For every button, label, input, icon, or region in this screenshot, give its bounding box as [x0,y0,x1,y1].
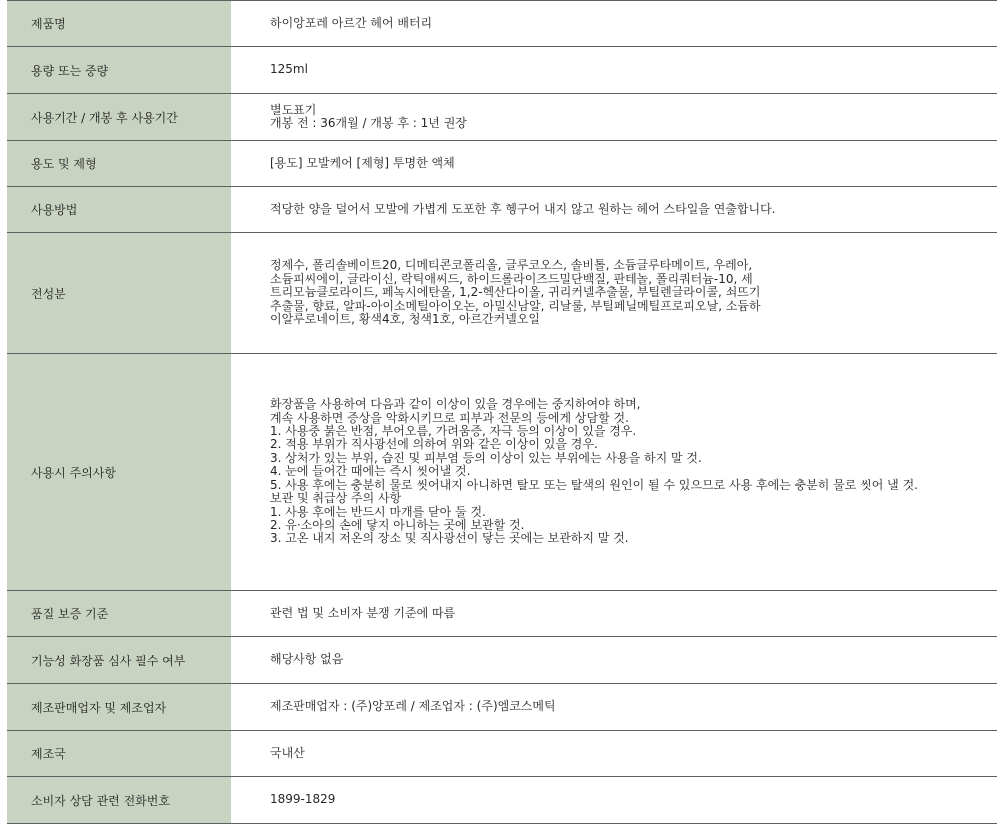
value-line: 하이앙포레 아르간 헤어 배터리 [270,15,433,30]
value-line: 1899-1829 [270,792,336,807]
label-usage-period: 사용기간 / 개봉 후 사용기간 [7,94,231,141]
value-line: 125ml [270,62,308,77]
value-functional-review [231,637,997,684]
label-purpose-form: 용도 및 제형 [7,141,231,187]
value-country [231,731,997,777]
row-volume [7,47,997,94]
product-info-table [7,0,997,824]
value-line: 소듐피씨에이, 글라이신, 락틱애씨드, 하이드롤라이즈드밀단백질, 판테놀, 폴리쿼터늄-10, 세 [270,271,753,286]
row-product-name [7,1,997,47]
value-manufacturer [231,684,997,731]
value-line: 2. 적용 부위가 직사광선에 의하여 위와 같은 이상이 있을 경우. [270,437,598,452]
value-phone [231,777,997,824]
value-how-to-use [231,187,997,233]
value-line: 해당사항 없음 [270,652,344,667]
label-volume: 용량 또는 중량 [7,47,231,94]
value-line: 제조판매업자 : (주)앙포레 / 제조업자 : (주)엠코스메틱 [270,699,556,714]
value-line: 별도표기 [270,102,317,117]
row-ingredients [7,233,997,354]
label-how-to-use: 사용방법 [7,187,231,233]
row-precautions [7,354,997,591]
value-volume [231,47,997,94]
value-line: 보관 및 취급상 주의 사항 [270,491,402,506]
value-line: 적당한 양을 덜어서 모발에 가볍게 도포한 후 헹구어 내지 않고 원하는 헤어 스타일을 연출합니다. [270,201,776,216]
label-quality-standard: 품질 보증 기준 [7,591,231,637]
label-phone: 소비자 상담 관련 전화번호 [7,777,231,824]
value-line: 계속 사용하면 증상을 악화시키므로 피부과 전문의 등에게 상담할 것. [270,410,629,425]
value-usage-period [231,94,997,141]
value-line: 추출물, 향료, 알파-아이소메틸아이오논, 아밀신남알, 리날룰, 부틸페닐메틸프로피오날, 소듐하 [270,298,761,313]
label-manufacturer: 제조판매업자 및 제조업자 [7,684,231,731]
value-purpose-form [231,141,997,187]
label-precautions: 사용시 주의사항 [7,354,231,591]
value-line: 이알루로네이트, 황색4호, 청색1호, 아르간커넬오일 [270,312,540,327]
value-line: 트리모늄클로라이드, 페녹시에탄올, 1,2-헥산다이올, 귀리커넬추출물, 부틸렌글라이콜, 쇠뜨기 [270,285,761,300]
value-line: 3. 상처가 있는 부위, 습진 및 피부염 등의 이상이 있는 부위에는 사용을 하지 말 것. [270,450,702,465]
value-product-name [231,1,997,47]
row-country [7,731,997,777]
label-country: 제조국 [7,731,231,777]
value-quality-standard [231,591,997,637]
value-line: 5. 사용 후에는 충분히 물로 씻어내지 아니하면 탈모 또는 탈색의 원인이 될 수 있으므로 사용 후에는 충분히 물로 씻어 낼 것. [270,477,918,492]
row-phone [7,777,997,824]
value-ingredients [231,233,997,354]
value-line: 관련 법 및 소비자 분쟁 기준에 따름 [270,605,456,620]
row-quality-standard [7,591,997,637]
row-how-to-use [7,187,997,233]
value-line: 4. 눈에 들어간 때에는 즉시 씻어낼 것. [270,464,471,479]
value-line: 1. 사용 후에는 반드시 마개를 닫아 둘 것. [270,504,486,519]
value-line: 3. 고온 내지 저온의 장소 및 직사광선이 닿는 곳에는 보관하지 말 것. [270,531,629,546]
label-product-name: 제품명 [7,1,231,47]
value-precautions [231,354,997,591]
label-functional-review: 기능성 화장품 심사 필수 여부 [7,637,231,684]
value-line: [용도] 모발케어 [제형] 투명한 액체 [270,155,455,170]
value-line: 정제수, 폴리솔베이트20, 디메티콘코폴리올, 글루코오스, 솔비톨, 소듐글루타메이트, 우레아, [270,258,753,273]
label-ingredients: 전성분 [7,233,231,354]
value-line: 2. 유·소아의 손에 닿지 아니하는 곳에 보관할 것. [270,517,525,532]
row-purpose-form [7,141,997,187]
value-line: 화장품을 사용하여 다음과 같이 이상이 있을 경우에는 중지하여야 하며, [270,397,641,412]
row-usage-period [7,94,997,141]
value-line: 1. 사용중 붉은 반점, 부어오름, 가려움증, 자극 등의 이상이 있을 경우. [270,424,637,439]
value-line: 개봉 전 : 36개월 / 개봉 후 : 1년 권장 [270,116,467,130]
row-functional-review [7,637,997,684]
row-manufacturer [7,684,997,731]
value-line: 국내산 [270,745,305,760]
